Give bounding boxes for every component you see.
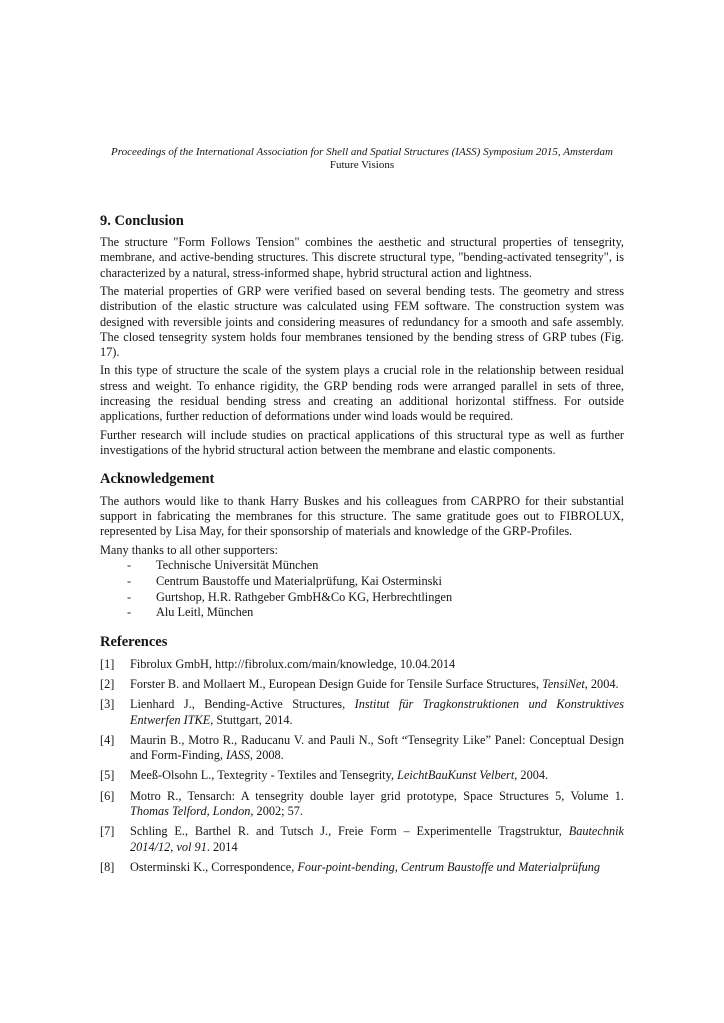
supporter-name: Alu Leitl, München xyxy=(156,605,254,620)
reference-number: [6] xyxy=(100,788,115,803)
conclusion-paragraph: The structure "Form Follows Tension" combines the aesthetic and structural properties of tensegrity, membrane, and active-bending structures. This discrete structural type, "bending-activated tensegrity", is characterized by a natural, stress-informed shape, hybrid structural action and lightness. xyxy=(100,235,624,280)
acknowledgement-paragraph: The authors would like to thank Harry Buskes and his colleagues from CARPRO for their substantial support in fabricating the membranes for this structure. The same gratitude goes out to FIBROLUX, represented by Lisa May, for their sponsorship of materials and knowledge of the GRP-Profiles. xyxy=(100,493,624,539)
reference-text: Maurin B., Motro R., Raducanu V. and Pauli N., Soft “Tensegrity Like” Panel: Conceptual Design and Form-Finding, IASS, 2008. xyxy=(130,732,624,763)
supporter-item xyxy=(100,574,624,590)
supporters-list xyxy=(100,558,624,621)
page-content xyxy=(100,213,624,876)
reference-item xyxy=(100,768,624,783)
reference-number: [7] xyxy=(100,824,115,839)
supporter-name: Centrum Baustoffe und Materialprüfung, Kai Osterminski xyxy=(156,573,442,588)
reference-item xyxy=(100,860,624,875)
bullet-dash: - xyxy=(127,573,132,588)
supporter-item xyxy=(100,590,624,606)
references-heading: References xyxy=(100,634,168,651)
supporters-intro: Many thanks to all other supporters: xyxy=(100,542,278,557)
conclusion-paragraph: In this type of structure the scale of the system plays a crucial role in the relationship between residual stress and weight. To enhance rigidity, the GRP bending rods were arranged parallel in sets of three, increasing the residual bending stress and creating an additional horizontal stiffness. For outside applications, further reduction of deformations under wind loads would be required. xyxy=(100,363,624,424)
reference-text: Meeß-Olsohn L., Textegrity - Textiles and Tensegrity, LeichtBauKunst Velbert, 2004. xyxy=(130,768,549,783)
conclusion-paragraph: Further research will include studies on practical applications of this structural type as well as further investigations of the hybrid structural action between the membrane and elastic components. xyxy=(100,427,624,457)
proceedings-subtitle-line: Future Visions xyxy=(329,158,395,171)
supporter-name: Gurtshop, H.R. Rathgeber GmbH&Co KG, Herbrechtlingen xyxy=(156,589,453,604)
reference-text: Motro R., Tensarch: A tensegrity double layer grid prototype, Space Structures 5, Volume 1. Thomas Telford, London, 2002; 57. xyxy=(130,788,624,818)
reference-number: [8] xyxy=(100,859,115,874)
bullet-dash: - xyxy=(127,557,132,572)
reference-text: Forster B. and Mollaert M., European Design Guide for Tensile Surface Structures, TensiNet, 2004. xyxy=(130,676,619,691)
reference-item xyxy=(100,677,624,692)
supporter-name: Technische Universität München xyxy=(156,557,319,572)
reference-item xyxy=(100,789,624,820)
reference-number: [5] xyxy=(100,768,115,783)
reference-text: Osterminski K., Correspondence, Four-point-bending, Centrum Baustoffe und Materialprüfung xyxy=(130,859,601,874)
conclusion-paragraphs xyxy=(100,235,624,458)
reference-text: Lienhard J., Bending-Active Structures, Institut für Tragkonstruktionen und Konstruktives Entwerfen ITKE, Stuttgart, 2014. xyxy=(130,697,625,727)
supporter-item xyxy=(100,558,624,574)
reference-item xyxy=(100,733,624,764)
reference-item xyxy=(100,657,624,672)
proceedings-header-line: Proceedings of the International Association for Shell and Spatial Structures (IASS) Symposium 2015, Amsterdam xyxy=(111,146,613,158)
acknowledgement-heading: Acknowledgement xyxy=(100,471,215,488)
bullet-dash: - xyxy=(127,605,132,620)
supporter-item xyxy=(100,605,624,621)
references-list xyxy=(100,657,624,876)
reference-item xyxy=(100,697,624,728)
reference-text: Schling E., Barthel R. and Tutsch J., Freie Form – Experimentelle Tragstruktur, Bautechnik 2014/12, vol 91. 2014 xyxy=(130,824,624,854)
reference-number: [2] xyxy=(100,676,115,691)
reference-number: [4] xyxy=(100,732,115,747)
bullet-dash: - xyxy=(127,589,132,604)
conclusion-paragraph: The material properties of GRP were verified based on several bending tests. The geometry and stress distribution of the elastic structure was calculated using FEM software. The construction system was designed with reversible joints and considering measures of redundancy for a smooth and safe assembly. The closed tensegrity system holds four membranes tensioned by the bending stress of GRP tubes (Fig. 17). xyxy=(100,283,624,360)
reference-number: [3] xyxy=(100,697,115,712)
page-header xyxy=(0,0,724,172)
reference-number: [1] xyxy=(100,656,115,671)
reference-item xyxy=(100,824,624,855)
reference-text: Fibrolux GmbH, http://fibrolux.com/main/knowledge, 10.04.2014 xyxy=(130,656,456,671)
conclusion-heading: 9. Conclusion xyxy=(100,212,184,229)
